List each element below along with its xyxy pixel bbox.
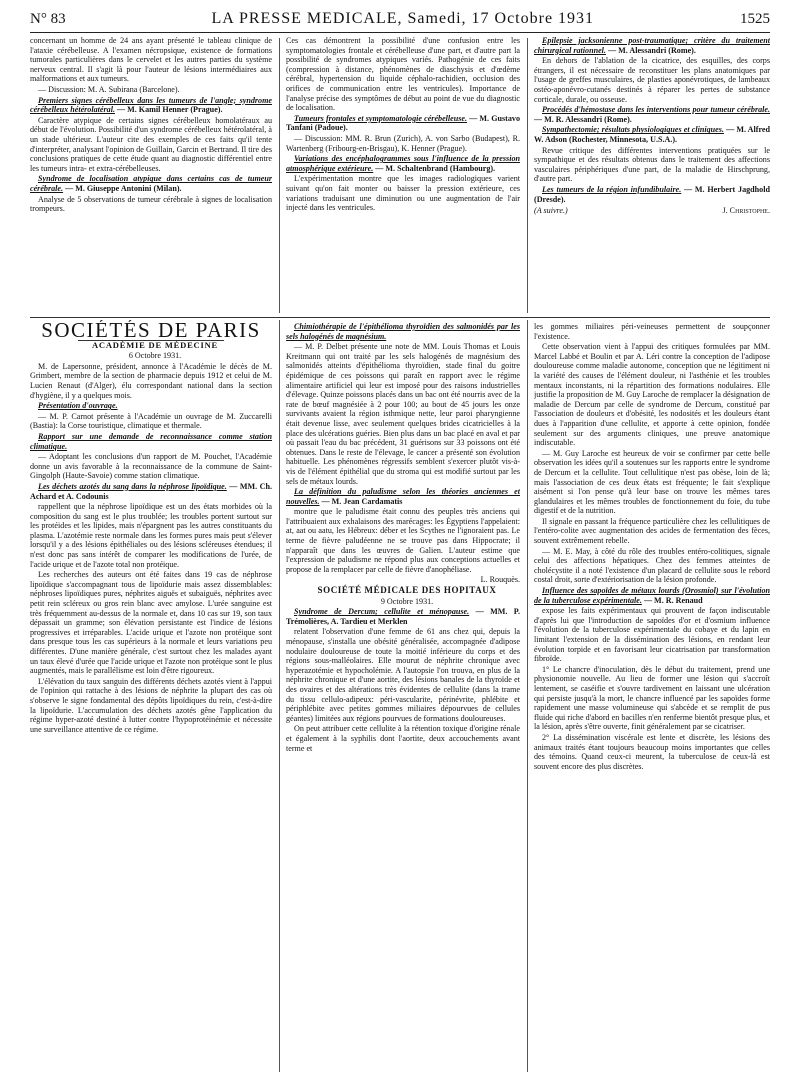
paragraph: Revue critique des différentes interventions pratiquées sur le sympathique et des résultats obtenus dans le traitement des affections vasculaires périphériques d'une part, de la maladie de Hirschprung, d'autre part.	[534, 145, 770, 184]
column-divider	[527, 320, 528, 1072]
section-author: — M. Alfred W. Adson (Rochester, Minnesota, U.S.A.).	[534, 125, 770, 144]
section-title: Les déchets azotés du sang dans la néphrose lipoïdique.	[38, 481, 227, 491]
section-title: Epilepsie jacksonienne post-traumatique; critère du traitement chirurgical rationnel.	[534, 36, 770, 55]
bottom-column-2	[286, 322, 520, 1072]
section-title: Chimiothérapie de l'épithélioma thyroïdien des salmonidés par les sels halogénés de magnésium.	[286, 322, 520, 341]
top-column-2	[286, 36, 520, 311]
paragraph: On peut attribuer cette cellulite à la rétention toxique d'origine rénale et également à la syphilis dont l'aortite, deux accouchements avant terme et	[286, 724, 520, 753]
paragraph: concernant un homme de 24 ans ayant présenté le tableau clinique de l'ataxie cérébelleuse. A l'examen nécropsique, existence de formations tumorales particulières dans le cervelet et les autres parties du système nerveux central. Il s'agit là pour l'auteur de lésions intermédiaires aux malformations et aux tumeurs.	[30, 36, 272, 84]
paragraph: Cette observation vient à l'appui des critiques formulées par MM. Marcel Labbé et Boulin et par A. Léri contre la conception de l'adipose douloureuse comme maladie autonome, conception que ne légitiment ni la variété des causes de l'élément douleur, ni l'asthénie et les troubles mentaux inconstants, ni la répartition des formations nodulaires. Elle justifie la proposition de M. Guy Laroche de remplacer la désignation de maladie de Dercum par celle de syndrome de Dercum, constitué par l'association de douleurs et d'obésité, les nodosités et les douleurs étant dues à l'apparition d'une cellulite, et apporte à cette opinion, fondée seulement sur des arguments cliniques, une preuve anatomique indiscutable.	[534, 342, 770, 448]
paragraph: — M. Guy Laroche est heureux de voir se confirmer par cette belle observation les idées qu'il a soutenues sur les rapports entre le syndrome de Dercum et la cellulite. Tout cellulitique n'est pas obèse, loin de là; mais l'association de ces deux états est fréquente; le fait s'explique aisément si l'on pense qu'à leur base on trouve les mêmes tares glandulaires et les mêmes troubles de fonctionnement du foie, du tube digestif et de la nutrition.	[534, 448, 770, 516]
discussion: — Discussion: MM. R. Brun (Zurich), A. von Sarbo (Budapest), R. Wartenberg (Fribourg-en-Brisgau), K. Henner (Prague).	[286, 133, 520, 153]
paragraph: rappellent que la néphrose lipoïdique est un des états morbides où la composition du sang est le plus troublée; les troubles portent surtout sur les protéides et les lipides, mais n'épargnent pas les autres constituants du plasma. L'azotémie reste normale dans les formes pures mais peut s'élever lorsqu'il y a des lésions épithéliales ou des lésions scléreuses étendues; il n'est donc pas sans intérêt de comparer les modifications de l'urée, de l'acide urique et de l'azote total non protéique.	[30, 502, 272, 569]
academie-heading: ACADÉMIE DE MÉDECINE	[91, 339, 219, 350]
page-header	[30, 6, 770, 33]
section-author: — MM. Ch. Achard et A. Codounis	[30, 481, 272, 501]
section-divider	[30, 317, 770, 318]
paragraph: — M. P. Delbet présente une note de MM. Louis Thomas et Louis Kreitmann qui ont traité par les sels halogénés de magnésium des salmonidés atteints d'épithélioma thyroïdien, stade final du goitre épidémique de ces poissons qui paraît en rapport avec le régime alimentaire artificiel qui leur est imposé pour des raisons industrielles d'élevage. Quinze poissons placés dans un bac ont été nourris avec de la rate de bœuf magnésiée à 2 pour 100; au bout de 45 jours les onze survivants avaient la région isthmique nette, leur paroi pharyngienne était devenue lisse, avec seulement quelques brides cicatricielles à la place des ulcérations guéries. Bien plus dans un bac placé en aval et par où passait l'eau du bac précédent, 31 guérisons sur 33 poissons ont été obtenues. Dans le reste de l'élevage, le cancer a présenté son évolution habituelle. Les phénomènes régressifs semblent s'exercer plutôt vis-à-vis de l'élément épithélial que du stroma qui est modifié surtout par les sels de métaux lourds.	[286, 342, 520, 486]
continuation-footer	[534, 206, 770, 216]
section-heading	[30, 482, 272, 501]
section-heading	[30, 432, 272, 451]
section-heading	[286, 114, 520, 133]
paragraph: montre que le paludisme était connu des peuples très anciens qui l'attribuaient aux exhalaisons des marécages: les Égyptiens l'appelaient: at, aat ou aatu, les Hébreux: déber et les Scythes ne l'ignoraient pas. Le terme de fièvre paludéenne ne se trouve pas dans Hippocrate; il n'apparaît que dans les œuvres de Galien. L'auteur estime que l'expression de paludisme ne répond plus aux conceptions actuelles et propose de la remplacer par celle de fièvre d'anophéliase.	[286, 507, 520, 574]
heading-rule	[78, 340, 223, 341]
section-author: — M. R. Alessandri (Rome).	[534, 114, 632, 124]
societes-heading: SOCIÉTÉS DE PARIS	[41, 320, 261, 342]
section-heading	[30, 174, 272, 193]
section-heading	[30, 401, 272, 411]
session-date: 6 Octobre 1931.	[128, 351, 182, 361]
paragraph: — M. E. May, à côté du rôle des troubles entéro-colitiques, signale celui des affections hépatiques. Chez des femmes atteintes de cholécystite il a noté l'existence d'un placard de cellulite sous le rebord costal droit, sorte d'extériorisation de la lésion profonde.	[534, 546, 770, 585]
section-author: — M. Schaltenbrand (Hambourg).	[375, 163, 496, 173]
signature: J. Christophe.	[722, 206, 770, 216]
paragraph: les gommes miliaires péri-veineuses permettent de soupçonner l'existence.	[534, 322, 770, 341]
section-heading	[534, 105, 770, 124]
journal-title: LA PRESSE MEDICALE, Samedi, 17 Octobre 1931	[211, 10, 595, 27]
paragraph: L'expérimentation montre que les images radiologiques varient suivant qu'on fait monter ou baisser la pression extérieure, ces variations traduisant une diminution ou une augmentation de l'air injecté dans les ventricules.	[286, 174, 520, 213]
column-divider	[279, 320, 280, 1072]
section-heading	[286, 154, 520, 173]
issue-number: N° 83	[30, 10, 66, 27]
section-heading	[30, 96, 272, 115]
section-heading	[286, 322, 520, 341]
section-title: Syndrome de localisation atypique dans certains cas de tumeur cérébrale.	[30, 174, 272, 193]
paragraph: M. de Lapersonne, président, annonce à l'Académie le décès de M. Grimbert, membre de la section de pharmacie depuis 1912 et celui de M. Lucien Renaut (d'Alger), élu correspondant national dans la section d'hygiène, il y a quelques mois.	[30, 361, 272, 400]
section-heading	[534, 125, 770, 144]
section-title: Tumeurs frontales et symptomatologie cérébelleuse.	[294, 113, 468, 123]
paragraph: En dehors de l'ablation de la cicatrice, des esquilles, des corps étrangers, il est nécessaire de reconstituer les plans anatomiques par l'usage de greffes musculaires, de plasties aponévrotiques, de lambeaux ostéo-aponévro-cutanés destinés à réparer les pertes de substance corticale, durale, ou osseuse.	[534, 56, 770, 104]
section-author: — M. Herbert Jagdhold (Dresde).	[534, 184, 770, 204]
section-heading	[534, 185, 770, 204]
section-heading	[286, 607, 520, 626]
section-author: — M. R. Renaud	[643, 595, 703, 605]
paragraph: — M. P. Carnot présente à l'Académie un ouvrage de M. Zuccarelli (Bastia): la Corse touristique, climatique et thermale.	[30, 411, 272, 431]
top-column-3	[534, 36, 770, 311]
section-title: Sympathectomie; résultats physiologiques et cliniques.	[542, 125, 724, 135]
paragraph: — Adoptant les conclusions d'un rapport de M. Pouchet, l'Académie donne un avis favorable à la reconnaissance de la commune de Saint-Gingolph (Haute-Savoie) comme station climatique.	[30, 452, 272, 481]
smh-heading: SOCIÉTÉ MÉDICALE DES HOPITAUX	[317, 585, 497, 596]
section-heading	[534, 586, 770, 605]
top-column-1	[30, 36, 272, 311]
paragraph: 1° Le chancre d'inoculation, dès le début du traitement, prend une physionomie nouvelle. Au lieu de former une lésion qui s'accroît lentement, se caséifie et s'ouvre tardivement en laissant une ulcération qui persiste jusqu'à la mort, le chancre influencé par les sapoïdes forme rapidement une masse volumineuse qui s'abcède et se remplit de pus fluide qui riche d'abord en bacilles n'en renferme bientôt presque plus, et la lésion, après s'être ouverte, finit généralement par se cicatriser.	[534, 664, 770, 732]
page-number: 1525	[739, 10, 770, 27]
session-date: 9 Octobre 1931.	[380, 596, 434, 606]
paragraph: relatent l'observation d'une femme de 61 ans chez qui, depuis la ménopause, s'installa une obésité généralisée, accompagnée d'adipose nodulaire douloureuse de toute la moitié inférieure du corps et des régions sous-malléolaires. Elle mourut de néphrite chronique avec hyperazotémie et hypocholémie. A l'autopsie l'on trouva, en plus de la néphrite chronique et d'une aortite, des lésions banales de la thyroïde et des ovaires et des altérations très évidentes de cellulite (dans la trame du tissu cellulo-adipeux: péri-vascularite, périnévrite, phlébite et périphlébite avec petites gommes miliaires dépourvues de cellules géantes) limitées aux régions pourvues de formations douloureuses.	[286, 627, 520, 723]
paragraph: Les recherches des auteurs ont été faites dans 19 cas de néphrose lipoïdique s'accompagnant tous de lipoïdurie mais assez dissemblables: néphroses lipoïdiques pures, néphrites aiguës et subaiguës, néphrites avec petit rein scléreux ou gros rein blanc avec amylose. L'urée sanguine est très fréquemment au-dessus de la normale et, dans 10 cas sur 19, son taux dépassait un gramme; son élévation persistante est l'indice de lésions progressives et irréparables. L'acide urique et l'azote non protéique sont dans presque tous les cas supérieurs à la normale et leurs variations peu différentes. D'une manière générale, c'est surtout chez les malades ayant un taux élevé d'urée que l'acide urique et l'azote non protéique sont le plus augmentés, mais le parallélisme est loin d'être rigoureux.	[30, 570, 272, 676]
section-heading	[534, 36, 770, 55]
paragraph: expose les faits expérimentaux qui prouvent de façon indiscutable d'après lui que l'introduction de sapoïdes d'or et d'osmium influence l'évolution de la tuberculose expérimentale du cobaye et du lapin en limitant l'extension de la dissémination des lésions, en rendant leur évolution torpide et en favorisant leur cicatrisation par transformation fibroïde.	[534, 606, 770, 664]
paragraph: 2° La dissémination viscérale est lente et discrète, les lésions des animaux traités étant toujours beaucoup moins importantes que celles des témoins. Quand ceux-ci meurent, la tuberculose de ceux-là est souvent encore des plus discrètes.	[534, 732, 770, 771]
section-title: Premiers signes cérébelleux dans les tumeurs de l'angle; syndrome cérébelleux hétérolatéral.	[30, 95, 272, 115]
column-divider	[527, 38, 528, 313]
section-title: Influence des sapoïdes de métaux lourds (Orosmiol) sur l'évolution de la tuberculose expérimentale.	[534, 586, 770, 605]
paragraph: Caractère atypique de certains signes cérébelleux homolatéraux au début de l'évolution. Possibilité d'un syndrome cérébelleux hétérolatéral, à un stade ultérieur. L'auteur cite des exemples de ces faits qu'il tente d'interpréter, analysant l'opinion de Guillain, Garcin et Bertrand. Il tire des conclusions pratiques de cette étude quant au diagnostic différentiel entre les tumeurs intra- et extra-cérébelleuses.	[30, 115, 272, 173]
bottom-column-1	[30, 320, 272, 1072]
paragraph: L'élévation du taux sanguin des différents déchets azotés vient à l'appui de l'opinion qui rattache à des lésions de néphrite la plupart des cas où s'observe le signe fondamental des dépôts lipoïdiques du rein, c'est-à-dire la lipoïdurie. L'accumulation des déchets azotés gêne l'application du régime hyper-azoté destiné à lutter contre l'hypoprotéinémie et nécessite une surveillance attentive de ce régime.	[30, 676, 272, 734]
paragraph: Ces cas démontrent la possibilité d'une confusion entre les symptomatologies frontale et cérébelleuse d'une part, et d'autre part la possibilité de syndromes atypiques variés. Pathogénie de ces faits (compression à distance, phénomènes de diaschysis et d'œdème cérébral, hypertension du liquide céphalo-rachidien, occlusion des orifices de communication entre les ventricules). Importance de l'analyse précise des symptômes de début au point de vue du diagnostic de localisation.	[286, 36, 520, 113]
paragraph: Il signale en passant la fréquence particulière chez les cellulitiques de l'entéro-colite avec augmentation des acides de fermentation des fèces, souvent extrêmement rebelle.	[534, 516, 770, 546]
section-title: Variations des encéphalogrammes sous l'influence de la pression atmosphérique extérieure.	[286, 154, 520, 173]
section-title: La définition du paludisme selon les théories anciennes et nouvelles.	[286, 487, 520, 506]
section-author: — MM. P. Trémolières, A. Tardieu et Merklen	[286, 607, 520, 626]
section-title: Les tumeurs de la région infundibulaire.	[542, 184, 682, 194]
signature: L. Rouquès.	[480, 575, 520, 585]
section-author: — M. Kamil Henner (Prague).	[117, 105, 223, 115]
paragraph: Analyse de 5 observations de tumeur cérébrale à signes de localisation trompeurs.	[30, 194, 272, 214]
column-divider	[279, 38, 280, 313]
section-author: — M. Alessandri (Rome).	[608, 45, 696, 55]
bottom-column-3	[534, 322, 770, 1072]
section-title: Rapport sur une demande de reconnaissance comme station climatique.	[30, 431, 272, 451]
section-title: Syndrome de Dercum; cellulite et ménopause.	[294, 607, 470, 617]
section-title: Procédés d'hémostase dans les interventions pour tumeur cérébrale.	[542, 105, 770, 115]
section-heading	[286, 487, 520, 506]
to-be-continued: (A suivre.)	[534, 206, 568, 216]
discussion: — Discussion: M. A. Subirana (Barcelone).	[38, 84, 180, 94]
section-author: — M. Jean Cardamatis	[321, 496, 403, 506]
section-title: Présentation d'ouvrage.	[38, 401, 118, 411]
section-author: — M. Gustavo Tanfani (Padoue).	[286, 113, 520, 133]
section-author: — M. Giuseppe Antonini (Milan).	[65, 183, 182, 193]
